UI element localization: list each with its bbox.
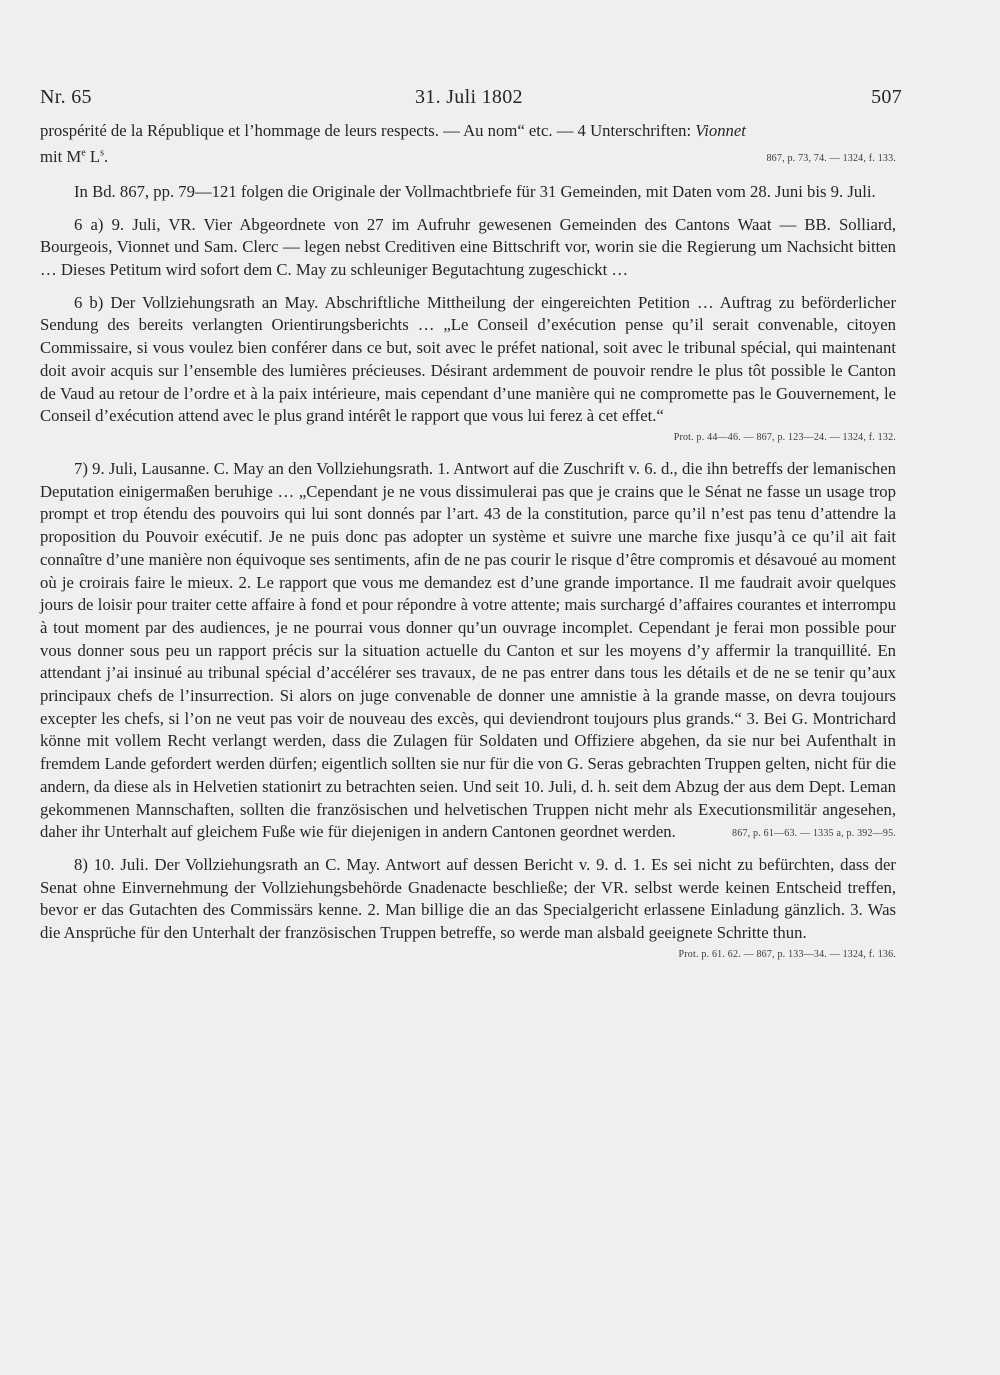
paragraph-6a: 6 a) 9. Juli, VR. Vier Abgeordnete von 27 im Aufruhr gewesenen Gemeinden des Cantons Waat — BB. Solliard, Bourgeois, Vionnet und Sam. Clerc — legen nebst Creditiven eine Bittschrift vor, worin sie die Regierung um Nachsicht bitten … Dieses Petitum wird sofort dem C. May zu schleuniger Begutachtung zugeschickt …	[40, 214, 896, 280]
signer-name: Vionnet	[695, 121, 746, 140]
paragraph-note: In Bd. 867, pp. 79—121 folgen die Originale der Vollmachtbriefe für 31 Gemeinden, mit Daten vom 28. Juni bis 9. Juli.	[74, 181, 876, 201]
page-number: 507	[871, 86, 902, 108]
paragraph-6b: 6 b) Der Vollziehungsrath an May. Abschriftliche Mittheilung der eingereichten Petition … Auftrag zu beförderlicher Sendung des bereits verlangten Orientirungsberichts … „Le Conseil d’exécution pense qu’il serait convenable, citoyen Commissaire, si vous voulez bien conférer dans ce but, soit avec le préfet national, soit avec le tribunal spécial, qui maintenant doit avoir acquis sur l’ensemble des lumières précieuses. Désirant ardemment de pouvoir rendre le plus tôt possible le Canton de Vaud au retour de l’ordre et à la paix intérieure, mais cependant d’une manière qui ne compromette pas le Gouvernement, le Conseil d’exécution attend avec le plus grand intérêt le rapport que vous lui ferez à cet effet.“	[40, 292, 896, 426]
document-body	[40, 120, 896, 975]
paragraph-7: 7) 9. Juli, Lausanne. C. May an den Vollziehungsrath. 1. Antwort auf die Zuschrift v. 6. d., die ihn betreffs der lemanischen Deputation einigermaßen beruhige … „Cependant je ne vous dissimulerai pas que je crains que le Sénat ne fasse un usage trop prompt et trop étendu des pouvoirs qui lui sont donnés par l’art. 43 de la constitution, parce qu’il n’est pas tenu d’attendre la proposition du Pouvoir exécutif. Je ne puis donc pas adopter un système et suivre une marche fixe jusqu’à ce qu’il ait fait connaître d’une manière non équivoque ses sentiments, afin de ne pas courir le risque d’être compromis et désavoué au moment où je croirais faire le mieux. 2. Le rapport que vous me demandez est d’une grande importance. Il me faudrait avoir quelques jours de loisir pour traiter cette affaire à fond et pour répondre à votre attente; mais surchargé d’affaires courantes et interrompu à tout moment par des audiences, je ne pourrai vous donner qu’un ouvrage incomplet. Cependant je ferai mon possible pour vous donner sous peu un rapport précis sur la situation actuelle du Canton et sur les moyens d’y affermir la tranquillité. En attendant j’ai insinué au tribunal spécial d’accélérer ses travaux, de ne pas entrer dans tous les détails et de ne se tenir qu’aux principaux chefs de l’insurrection. Si alors on juge convenable de donner une amnistie à la grande masse, on devra toujours excepter les chefs, si l’on ne veut pas voir de nouveau des excès, qui deviendront toujours plus grands.“ 3. Bei G. Montrichard könne mit vollem Recht verlangt werden, dass die Zulagen für Soldaten und Offiziere abgehen, da sie nur bei Aufenthalt in fremdem Lande gefordert werden dürfen; eigentlich sollten sie nur für die von G. Seras gebrachten Truppen gelten, nicht für die andern, da diese als in Helvetien stationirt zu betrachten seien. Und seit 10. Juli, d. h. seit dem Abzug der aus dem Dept. Leman gekommenen Mannschaften, sollten die französischen und helvetischen Truppen nicht mehr als Executionsmilitär angesehen, daher ihr Unterhalt auf gleichem Fuße wie für diejenigen in andern Cantonen geordnet werden.	[40, 459, 896, 842]
continuation-text: prospérité de la République et l’hommage de leurs respects. — Au nom“ etc. — 4 Unterschriften:	[40, 121, 696, 140]
document-number: Nr. 65	[40, 86, 92, 108]
paragraph-8: 8) 10. Juli. Der Vollziehungsrath an C. May. Antwort auf dessen Bericht v. 9. d. 1. Es sei nicht zu befürchten, dass der Senat ohne Einvernehmung der Vollziehungsbehörde Gnadenacte beschließe; der VR. selbst werde keinen Entscheid treffen, bevor er das Gutachten des Commissärs kenne. 2. Man billige die an das Specialgericht erlassene Einladung gänzlich. 3. Was die Ansprüche für den Unterhalt der französischen Truppen betreffe, so werde man alsbald geeignete Schritte thun.	[40, 854, 896, 943]
archive-reference: 867, p. 73, 74. — 1324, f. 133.	[766, 152, 896, 164]
archive-reference: Prot. p. 61. 62. — 867, p. 133—34. — 1324, f. 136.	[678, 948, 896, 960]
header-date: 31. Juli 1802	[415, 86, 523, 108]
signer-line: mit Me $L^s$.	[40, 147, 109, 167]
archive-reference: 867, p. 61—63. — 1335 a, p. 392—95.	[732, 827, 896, 839]
archive-reference: Prot. p. 44—46. — 867, p. 123—24. — 1324, f. 132.	[673, 432, 896, 443]
paragraph-continuation	[40, 120, 896, 169]
